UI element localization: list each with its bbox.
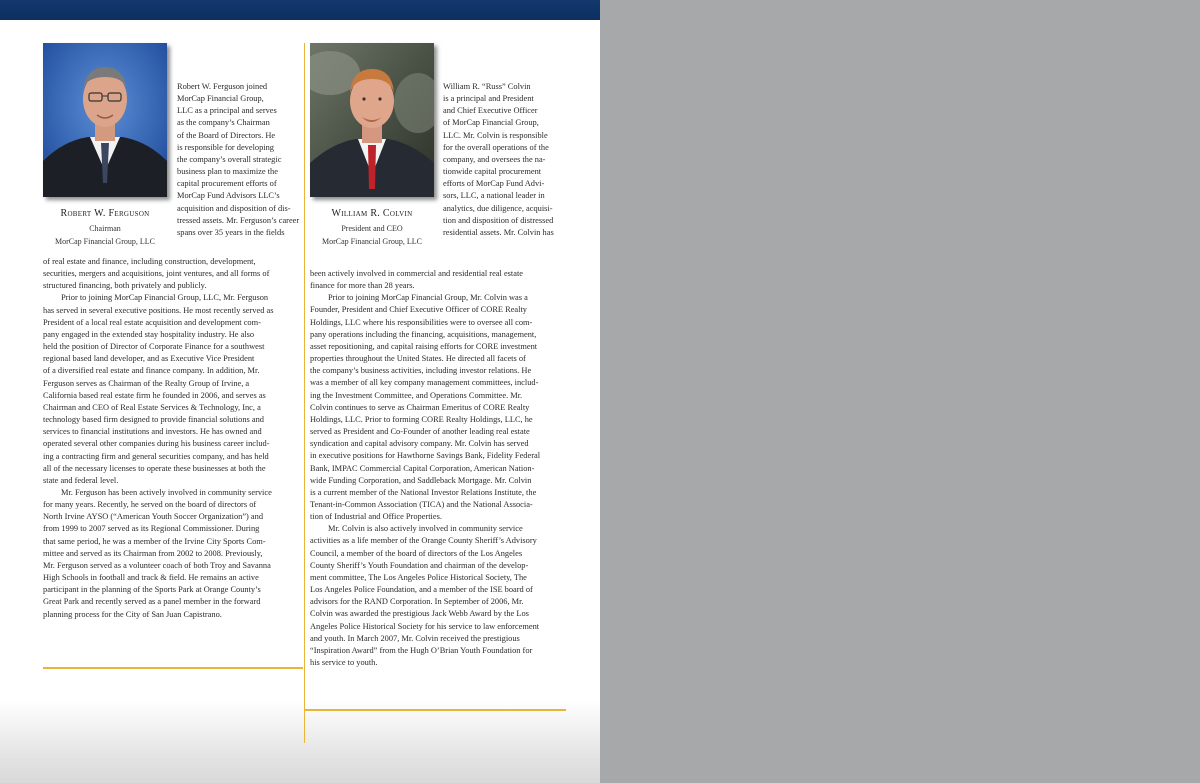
ferguson-body-line: participant in the planning of the Sports Park at Orange County’s: [43, 585, 261, 595]
colvin-company: MorCap Financial Group, LLC: [322, 237, 422, 246]
colvin-body-line: Founder, President and Chief Executive Officer of CORE Realty: [310, 305, 527, 315]
colvin-wrap-line: tionwide capital procurement: [443, 167, 542, 177]
ferguson-body-line: Great Park and recently served as a panel member in the forward: [43, 597, 261, 607]
colvin-body-line: Holdings, LLC where his responsibilities were to oversee all com-: [310, 317, 533, 327]
ferguson-body-line: mittee and served as its Chairman from 2002 to 2008. Previously,: [43, 548, 263, 558]
colvin-body-line: pany operations including the financing, acquisitions, management,: [310, 329, 537, 339]
colvin-intro: [443, 81, 554, 239]
ferguson-wrap-line: MorCap Financial Group,: [177, 94, 264, 104]
ferguson-body-line: Prior to joining MorCap Financial Group, LLC, Mr. Ferguson: [61, 293, 269, 303]
ferguson-wrap-line: spans over 35 years in the fields: [177, 227, 285, 237]
colvin-body-line: served as President and Co-Founder of another leading real estate: [310, 427, 530, 437]
colvin-body-line: his service to youth.: [310, 658, 378, 667]
ferguson-body-line: of real estate and finance, including construction, development,: [43, 257, 256, 266]
ferguson-wrap-line: of the Board of Directors. He: [177, 130, 276, 140]
colvin-body-line: was a member of all key company management committees, includ-: [310, 378, 539, 388]
colvin-body-line: the company’s business activities, including investor relations. He: [310, 366, 532, 376]
ferguson-body-line: structured financing, both privately and publicly.: [43, 281, 207, 291]
colvin-body-line: asset repositioning, and capital raising efforts for CORE investment: [310, 341, 538, 351]
ferguson-body-line: of a diversified real estate and finance company. In addition, Mr.: [43, 366, 260, 376]
ferguson-company: MorCap Financial Group, LLC: [55, 237, 155, 246]
ferguson-portrait: [43, 43, 167, 197]
colvin-body-line: Colvin continues to serve as Chairman Emeritus of CORE Realty: [310, 402, 530, 412]
colvin-title: President and CEO: [341, 224, 403, 233]
colvin-end-rule: [304, 709, 566, 711]
colvin-wrap-line: company, and oversees the na-: [443, 154, 546, 164]
blank-facing-page: [600, 0, 1200, 783]
colvin-body-line: Holdings, LLC. Prior to forming CORE Realty Holdings, LLC, he: [310, 414, 533, 424]
colvin-body-line: properties throughout the United States. He directed all facets of: [310, 354, 526, 364]
colvin-bio: [310, 268, 540, 669]
colvin-wrap-line: of MorCap Financial Group,: [443, 118, 539, 128]
ferguson-wrap-line: capital procurement efforts of: [177, 179, 277, 189]
ferguson-body-line: state and federal level.: [43, 475, 119, 485]
ferguson-wrap-line: the company’s overall strategic: [177, 154, 282, 164]
ferguson-body-line: ing a contracting firm and general securities company, and has held: [43, 451, 269, 461]
colvin-body-line: ment committee, The Los Angeles Police Historical Society, The: [310, 572, 527, 582]
colvin-body-line: is a current member of the National Investor Relations Institute, the: [310, 487, 537, 497]
ferguson-body-line: technology based firm designed to provide financial solutions and: [43, 415, 264, 425]
ferguson-wrap-line: Robert W. Ferguson joined: [177, 82, 268, 91]
colvin-wrap-line: residential assets. Mr. Colvin has: [443, 227, 554, 237]
colvin-body-line: Los Angeles Police Foundation, and a member of the ISE board of: [310, 585, 533, 595]
ferguson-name: Robert W. Ferguson: [60, 208, 150, 219]
colvin-body-line: finance for more than 28 years.: [310, 281, 415, 291]
colvin-wrap-line: William R. “Russ” Colvin: [443, 82, 531, 91]
ferguson-wrap-line: is responsible for developing: [177, 142, 274, 152]
colvin-caption: [312, 207, 432, 248]
ferguson-body-line: regional based land developer, and as Executive Vice President: [43, 354, 255, 364]
ferguson-body-line: Ferguson serves as Chairman of the Realty Group of Irvine, a: [43, 378, 250, 388]
colvin-body-line: Tenant-in-Common Association (TICA) and the National Associa-: [310, 499, 533, 509]
ferguson-body-line: all of the necessary licenses to operate these businesses at both the: [43, 463, 266, 473]
ferguson-body-line: Mr. Ferguson served as a volunteer coach of both Troy and Savanna: [43, 560, 271, 570]
colvin-body-line: ing the Investment Committee, and Operations Committee. Mr.: [310, 390, 523, 400]
colvin-wrap-line: LLC. Mr. Colvin is responsible: [443, 130, 548, 140]
colvin-body-line: “Inspiration Award” from the Hugh O’Brian Youth Foundation for: [310, 645, 533, 655]
colvin-wrap-line: for the overall operations of the: [443, 142, 549, 152]
colvin-body-line: Mr. Colvin is also actively involved in community service: [328, 524, 523, 534]
colvin-wrap-line: efforts of MorCap Fund Advi-: [443, 179, 545, 189]
ferguson-body-line: planning process for the City of San Juan Capistrano.: [43, 609, 222, 619]
colvin-body-line: tion of Industrial and Office Properties.: [310, 512, 442, 522]
ferguson-title: Chairman: [89, 224, 121, 233]
colvin-body-line: Bank, IMPAC Commercial Capital Corporation, American Nation-: [310, 463, 535, 473]
ferguson-body-line: pany engaged in the extended stay hospitality industry. He also: [43, 329, 255, 339]
ferguson-caption: [40, 207, 170, 248]
colvin-body-line: wide Funding Corporation, and Saddleback Mortgage. Mr. Colvin: [310, 475, 532, 485]
ferguson-wrap-line: tressed assets. Mr. Ferguson’s career: [177, 215, 300, 225]
ferguson-body-line: operated several other companies during his business career includ-: [43, 439, 270, 449]
colvin-body-line: activities as a life member of the Orange County Sheriff’s Advisory: [310, 536, 537, 546]
ferguson-body-line: services to financial institutions and investors. He has owned and: [43, 427, 262, 437]
colvin-body-line: and youth. In March 2007, Mr. Colvin received the prestigious: [310, 633, 520, 643]
colvin-body-line: syndication and capital advisory company. Mr. Colvin has served: [310, 439, 529, 449]
colvin-wrap-line: tion and disposition of distressed: [443, 215, 554, 225]
ferguson-wrap-line: MorCap Fund Advisors LLC’s: [177, 191, 280, 201]
colvin-portrait: [310, 43, 434, 197]
colvin-name: William R. Colvin: [331, 208, 413, 219]
ferguson-body-line: Mr. Ferguson has been actively involved in community service: [61, 487, 272, 497]
ferguson-body-line: North Irvine AYSO (“American Youth Soccer Organization”) and: [43, 512, 264, 522]
colvin-wrap-line: sors, LLC, a national leader in: [443, 191, 545, 201]
ferguson-wrap-line: business plan to maximize the: [177, 167, 278, 177]
ferguson-wrap-line: acquisition and disposition of dis-: [177, 203, 291, 213]
ferguson-body-line: has served in several executive positions. He most recently served as: [43, 305, 274, 315]
ferguson-body-line: High Schools in football and track & field. He remains an active: [43, 573, 259, 583]
colvin-body-line: Council, a member of the board of directors of the Los Angeles: [310, 548, 523, 558]
colvin-body-line: Colvin was awarded the prestigious Jack Webb Award by the Los: [310, 609, 529, 619]
ferguson-body-line: California based real estate firm he founded in 2006, and serves as: [43, 390, 266, 400]
column-divider: [304, 43, 305, 743]
colvin-body-line: Angeles Police Historical Society for his service to law enforcement: [310, 621, 540, 631]
header-band: [0, 0, 600, 20]
ferguson-wrap-line: LLC as a principal and serves: [177, 106, 277, 116]
ferguson-body-line: Chairman and CEO of Real Estate Services & Technology, Inc, a: [43, 402, 261, 412]
ferguson-body-line: for many years. Recently, he served on the board of directors of: [43, 500, 257, 510]
colvin-body-line: been actively involved in commercial and residential real estate: [310, 269, 524, 278]
ferguson-intro: [177, 81, 299, 239]
ferguson-body-line: that same period, he was a member of the Irvine City Sports Com-: [43, 536, 266, 546]
colvin-body-line: County Sheriff’s Youth Foundation and chairman of the develop-: [310, 560, 529, 570]
colvin-wrap-line: analytics, due diligence, acquisi-: [443, 203, 553, 213]
ferguson-end-rule: [43, 667, 303, 669]
ferguson-body-line: held the position of Director of Corporate Finance for a southwest: [43, 342, 265, 352]
ferguson-bio: [43, 256, 273, 621]
colvin-body-line: in executive positions for Hawthorne Savings Bank, Fidelity Federal: [310, 451, 541, 461]
ferguson-body-line: securities, mergers and acquisitions, joint ventures, and all forms of: [43, 269, 270, 279]
ferguson-body-line: President of a local real estate acquisition and development com-: [43, 317, 261, 327]
ferguson-wrap-line: as the company’s Chairman: [177, 118, 270, 128]
ferguson-body-line: from 1999 to 2007 served as its Regional Commissioner. During: [43, 524, 260, 534]
colvin-body-line: advisors for the RAND Corporation. In September of 2006, Mr.: [310, 597, 524, 607]
colvin-wrap-line: and Chief Executive Officer: [443, 106, 538, 116]
colvin-wrap-line: is a principal and President: [443, 94, 534, 104]
colvin-body-line: Prior to joining MorCap Financial Group, Mr. Colvin was a: [328, 293, 528, 303]
